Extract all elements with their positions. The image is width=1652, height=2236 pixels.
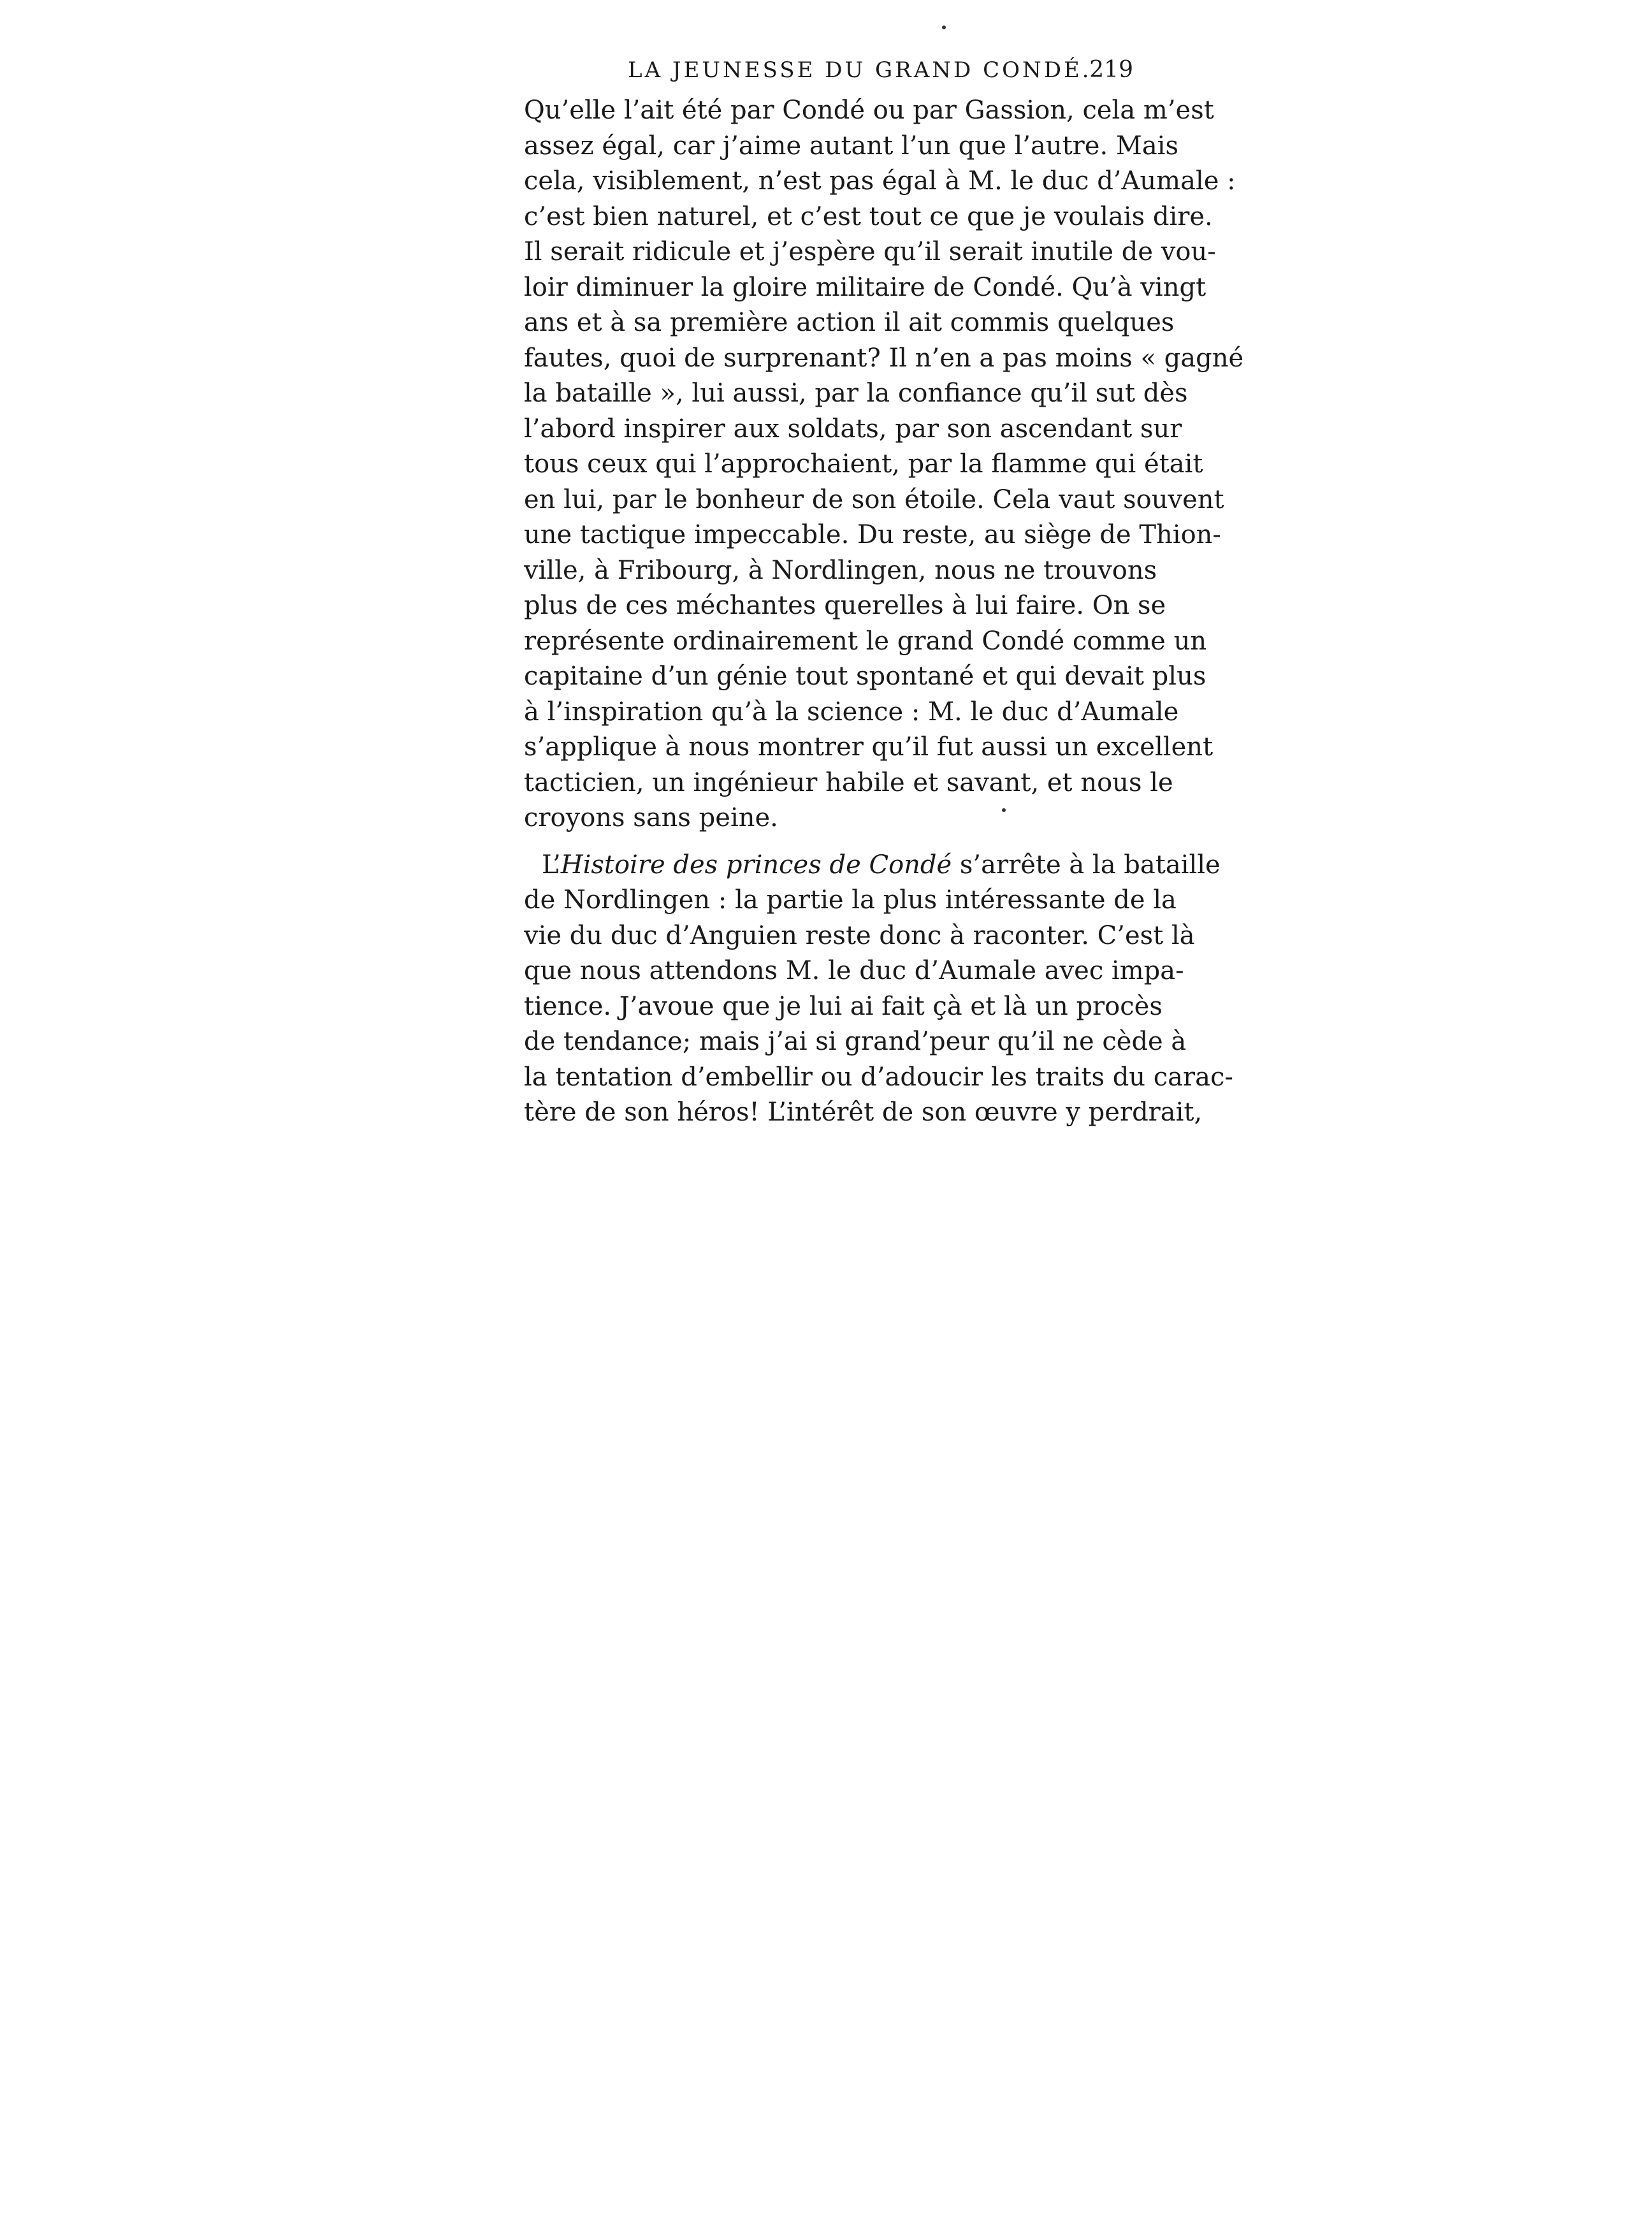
body-text <box>524 93 1244 1131</box>
text-line: la tentation d’embellir ou d’adoucir les traits du carac- <box>524 1062 1233 1092</box>
page-number: 219 <box>1089 57 1133 83</box>
paragraph-1 <box>524 93 1244 836</box>
text-line: représente ordinairement le grand Condé comme un <box>524 626 1207 656</box>
text-line: ville, à Fribourg, à Nordlingen, nous ne trouvons <box>524 555 1157 585</box>
text-line: la bataille », lui aussi, par la confiance qu’il sut dès <box>524 379 1188 408</box>
text-line: ans et à sa première action il ait commis quelques <box>524 308 1175 337</box>
text-line: que nous attendons M. le duc d’Aumale avec impa- <box>524 956 1184 985</box>
text-line: croyons sans peine. <box>524 803 778 832</box>
first-line-rest: s’arrête à la bataille <box>952 850 1221 880</box>
text-line: c’est bien naturel, et c’est tout ce que je voulais dire. <box>524 201 1213 231</box>
text-line: capitaine d’un génie tout spontané et qui devait plus <box>524 662 1206 691</box>
print-speck <box>1002 808 1006 812</box>
text-line: vie du duc d’Anguien reste donc à raconter. C’est là <box>524 920 1195 950</box>
text-line: loir diminuer la gloire militaire de Condé. Qu’à vingt <box>524 272 1206 302</box>
paragraph-2-first-line <box>524 848 1221 883</box>
text-line: une tactique impeccable. Du reste, au siège de Thion- <box>524 520 1221 549</box>
text-line: tience. J’avoue que je lui ai fait çà et là un procès <box>524 991 1163 1021</box>
text-line: l’abord inspirer aux soldats, par son ascendant sur <box>524 414 1182 444</box>
text-line: s’applique à nous montrer qu’il fut aussi un excellent <box>524 732 1214 762</box>
text-line: fautes, quoi de surprenant? Il n’en a pas moins « gagné <box>524 343 1244 373</box>
text-line: tacticien, un ingénieur habile et savant, et nous le <box>524 767 1173 797</box>
text-line: plus de ces méchantes querelles à lui faire. On se <box>524 591 1166 620</box>
text-line: en lui, par le bonheur de son étoile. Cela vaut souvent <box>524 484 1224 514</box>
paragraph-2 <box>524 848 1233 1131</box>
text-line: tous ceux qui l’approchaient, par la flamme qui était <box>524 449 1203 479</box>
book-title-italic: Histoire des princes de Condé <box>560 850 952 880</box>
running-title: LA JEUNESSE DU GRAND CONDÉ. <box>628 57 1092 83</box>
text-line: Il serait ridicule et j’espère qu’il serait inutile de vou- <box>524 237 1216 266</box>
page-header <box>523 51 1134 89</box>
text-line: assez égal, car j’aime autant l’un que l’autre. Mais <box>524 131 1178 161</box>
text-line: de Nordlingen : la partie la plus intéressante de la <box>524 885 1177 915</box>
print-speck <box>942 25 946 29</box>
text-line: cela, visiblement, n’est pas égal à M. le duc d’Aumale : <box>524 166 1236 196</box>
first-line-prefix: L’ <box>542 850 561 880</box>
text-line: tère de son héros! L’intérêt de son œuvre y perdrait, <box>524 1098 1203 1127</box>
text-line: de tendance; mais j’ai si grand’peur qu’il ne cède à <box>524 1027 1187 1056</box>
text-line: à l’inspiration qu’à la science : M. le duc d’Aumale <box>524 697 1179 727</box>
text-line: Qu’elle l’ait été par Condé ou par Gassion, cela m’est <box>524 96 1214 125</box>
